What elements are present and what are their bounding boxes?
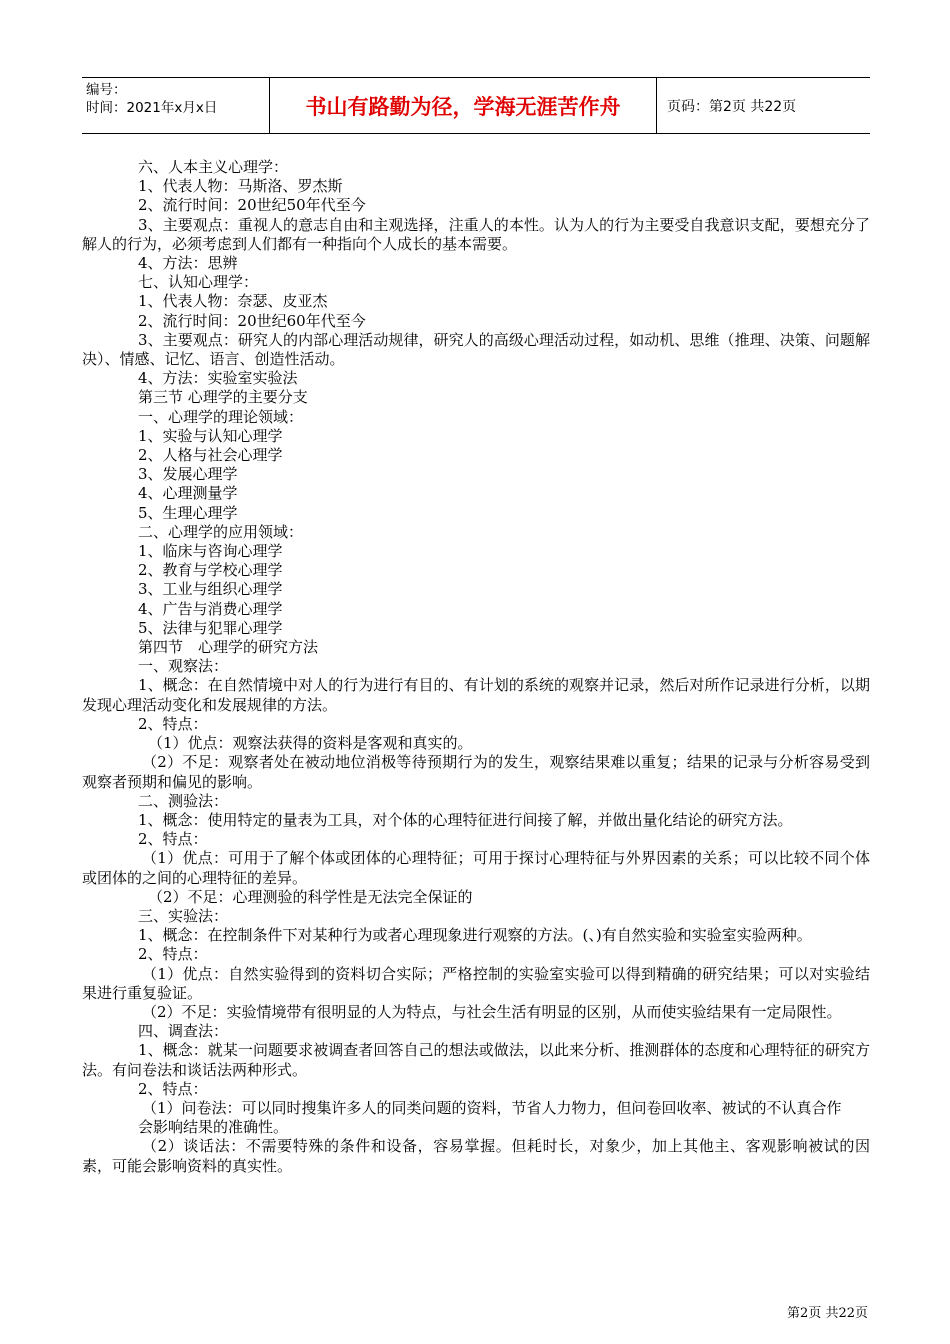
subsection-heading: 四、调查法： (138, 1022, 229, 1041)
list-item: 5、生理心理学 (138, 503, 238, 522)
list-item: 1、临床与咨询心理学 (138, 542, 283, 561)
paragraph: 1、概念：使用特定的量表为工具，对个体的心理特征进行间接了解，并做出量化结论的研究方法。 (138, 810, 793, 829)
list-item: 2、教育与学校心理学 (138, 561, 283, 580)
section-heading: 六、人本主义心理学： (138, 158, 289, 176)
paragraph: （1）优点：可用于了解个体或团体的心理特征；可用于探讨心理特征与外界因素的关系；可以比较不同个体或团体的之间的心理特征的差异。 (82, 849, 870, 887)
header-page-label: 页码：第2页 共22页 (667, 98, 797, 115)
header-motto: 书山有路勤为径，学海无涯苦作舟 (270, 78, 657, 133)
section-heading: 第三节 心理学的主要分支 (138, 388, 308, 407)
subsection-heading: 一、观察法： (138, 657, 229, 676)
section-heading: 第四节 心理学的研究方法 (138, 638, 319, 657)
paragraph: （1）问卷法：可以同时搜集许多人的同类问题的资料，节省人力物力，但问卷回收率、被试的不认真合作 (142, 1098, 842, 1117)
paragraph: （2）谈话法：不需要特殊的条件和设备，容易掌握。但耗时长，对象少，加上其他主、客观影响被试的因素，可能会影响资料的真实性。 (82, 1137, 870, 1175)
list-item: 4、广告与消费心理学 (138, 599, 283, 618)
text-line: 2、特点： (138, 714, 208, 733)
list-item: 4、心理测量学 (138, 484, 238, 503)
list-item: 3、发展心理学 (138, 465, 238, 484)
page-footer: 第2页 共22页 (787, 1306, 868, 1321)
page-header (82, 77, 870, 134)
text-line: 1、代表人物：奈瑟、皮亚杰 (138, 292, 328, 311)
text-line: 1、代表人物：马斯洛、罗杰斯 (138, 177, 343, 196)
subsection-heading: 三、实验法： (138, 906, 229, 925)
text-line: 2、特点： (138, 830, 208, 849)
paragraph: 1、概念：就某一问题要求被调查者回答自己的想法或做法，以此来分析、推测群体的态度和心理特征的研究方法。有问卷法和谈话法两种形式。 (82, 1041, 870, 1079)
list-item: 2、人格与社会心理学 (138, 446, 283, 465)
text-line: （1）优点：观察法获得的资料是客观和真实的。 (148, 734, 473, 753)
text-line: 2、特点： (138, 1079, 208, 1098)
subsection-heading: 一、心理学的理论领域： (138, 407, 304, 426)
paragraph: （2）不足：观察者处在被动地位消极等待预期行为的发生，观察结果难以重复；结果的记录与分析容易受到观察者预期和偏见的影响。 (82, 753, 870, 791)
text-line: 会影响结果的准确性。 (138, 1118, 289, 1137)
paragraph: （1）优点：自然实验得到的资料切合实际；严格控制的实验室实验可以得到精确的研究结果；可以对实验结果进行重复验证。 (82, 964, 870, 1002)
date-label: 时间：2021年x月x日 (86, 100, 218, 116)
text-line: 2、流行时间：20世纪50年代至今 (138, 196, 366, 215)
header-meta (82, 78, 270, 133)
paragraph: 1、概念：在控制条件下对某种行为或者心理现象进行观察的方法。(、)有自然实验和实验室实验两种。 (138, 926, 812, 945)
document-body (82, 158, 870, 1176)
text-line: （2）不足：心理测验的科学性是无法完全保证的 (148, 887, 473, 906)
paragraph: 3、主要观点：重视人的意志自由和主观选择，注重人的本性。认为人的行为主要受自我意识支配，要想充分了解人的行为，必须考虑到人们都有一种指向个人成长的基本需要。 (82, 215, 870, 253)
number-label: 编号： (86, 82, 127, 98)
text-line: 2、流行时间：20世纪60年代至今 (138, 311, 366, 330)
list-item: 1、实验与认知心理学 (138, 426, 283, 445)
section-heading: 七、认知心理学： (138, 273, 259, 292)
paragraph: 1、概念：在自然情境中对人的行为进行有目的、有计划的系统的观察并记录，然后对所作记录进行分析，以期发现心理活动变化和发展规律的方法。 (82, 676, 870, 714)
subsection-heading: 二、心理学的应用领域： (138, 522, 304, 541)
text-line: 2、特点： (138, 945, 208, 964)
subsection-heading: 二、测验法： (138, 791, 229, 810)
text-line: 4、方法：思辨 (138, 254, 238, 273)
text-line: 4、方法：实验室实验法 (138, 369, 298, 388)
list-item: 3、工业与组织心理学 (138, 580, 283, 599)
paragraph: （2）不足：实验情境带有很明显的人为特点，与社会生活有明显的区别，从而使实验结果有一定局限性。 (142, 1002, 842, 1021)
paragraph: 3、主要观点：研究人的内部心理活动规律，研究人的高级心理活动过程，如动机、思维（推理、决策、问题解决）、情感、记忆、语言、创造性活动。 (82, 330, 870, 369)
list-item: 5、法律与犯罪心理学 (138, 618, 283, 637)
